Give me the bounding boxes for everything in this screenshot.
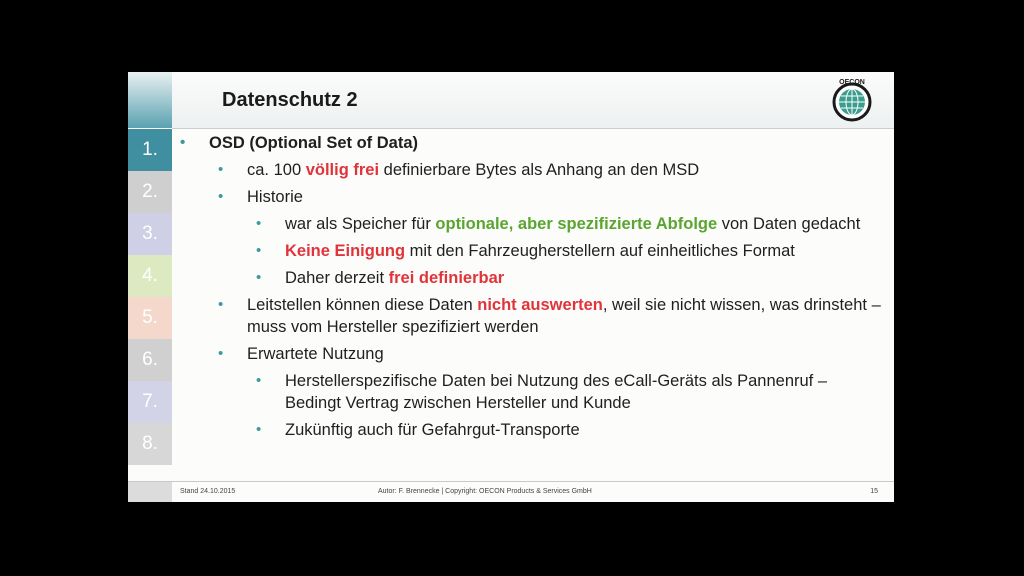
- slide-title: Datenschutz 2: [222, 89, 358, 111]
- highlight-red: Keine Einigung: [285, 242, 406, 260]
- section-nav: [128, 129, 172, 465]
- bullet-text: Zukünftig auch für Gefahrgut-Transporte: [285, 421, 580, 439]
- bullet-text: OSD (Optional Set of Data): [209, 134, 419, 152]
- nav-item-label: 3.: [142, 223, 158, 244]
- logo-text: OECON: [839, 79, 865, 86]
- oecon-logo: [824, 76, 880, 124]
- slide-content: [178, 132, 884, 446]
- highlight-red: völlig frei: [305, 161, 380, 179]
- nav-item-5[interactable]: [128, 297, 172, 339]
- bullet-text: Historie: [247, 188, 303, 206]
- nav-item-8[interactable]: [128, 423, 172, 465]
- highlight-green: optionale, aber spezifizierte Abfolge: [435, 215, 718, 233]
- bullet-text: ca. 100: [247, 161, 306, 179]
- nav-item-label: 7.: [142, 391, 158, 412]
- bullet-text: definierbare Bytes als Anhang an den MSD: [379, 161, 700, 179]
- nav-item-label: 2.: [142, 181, 158, 202]
- bullet-historie: [178, 186, 884, 208]
- bullet-speicher: [178, 213, 884, 235]
- nav-item-1[interactable]: [128, 129, 172, 171]
- slide-footer: [128, 481, 894, 502]
- nav-item-label: 8.: [142, 433, 158, 454]
- bullet-pannenruf: [178, 370, 884, 414]
- bullet-text: , weil sie nicht wissen, was drinsteht – muss vom Hersteller spezifiziert werden: [247, 296, 881, 336]
- bullet-einigung: [178, 240, 884, 262]
- nav-item-3[interactable]: [128, 213, 172, 255]
- nav-item-7[interactable]: [128, 381, 172, 423]
- bullet-text: von Daten gedacht: [717, 215, 861, 233]
- highlight-red: frei definierbar: [388, 269, 505, 287]
- nav-item-6[interactable]: [128, 339, 172, 381]
- bullet-text: Leitstellen können diese Daten: [247, 296, 478, 314]
- bullet-leitstellen: [178, 294, 884, 338]
- bullet-nutzung: [178, 343, 884, 365]
- bullet-osd: [178, 132, 884, 154]
- nav-item-4[interactable]: [128, 255, 172, 297]
- slide: [128, 72, 894, 502]
- bullet-gefahrgut: [178, 419, 884, 441]
- footer-author: Autor: F. Brennecke | Copyright: OECON Products & Services GmbH: [378, 488, 592, 495]
- page-number: 15: [870, 488, 878, 495]
- bullet-text: Erwartete Nutzung: [247, 345, 384, 363]
- nav-item-label: 6.: [142, 349, 158, 370]
- nav-item-2[interactable]: [128, 171, 172, 213]
- header-corner-decoration: [128, 72, 172, 128]
- footer-date: Stand 24.10.2015: [180, 488, 236, 495]
- bullet-definierbar: [178, 267, 884, 289]
- highlight-red: nicht auswerten: [477, 296, 603, 314]
- bullet-text: Herstellerspezifische Daten bei Nutzung des eCall-Geräts als Pannenruf – Bedingt Vertrag zwischen Hersteller und Kunde: [285, 372, 828, 412]
- bullet-text: war als Speicher für: [285, 215, 436, 233]
- nav-item-label: 1.: [142, 139, 158, 160]
- bullet-text: Daher derzeit: [285, 269, 389, 287]
- slide-header: [172, 72, 894, 129]
- nav-item-label: 5.: [142, 307, 158, 328]
- bullet-bytes: [178, 159, 884, 181]
- bullet-text: mit den Fahrzeugherstellern auf einheitliches Format: [405, 242, 795, 260]
- footer-corner-decoration: [128, 482, 172, 502]
- nav-item-label: 4.: [142, 265, 158, 286]
